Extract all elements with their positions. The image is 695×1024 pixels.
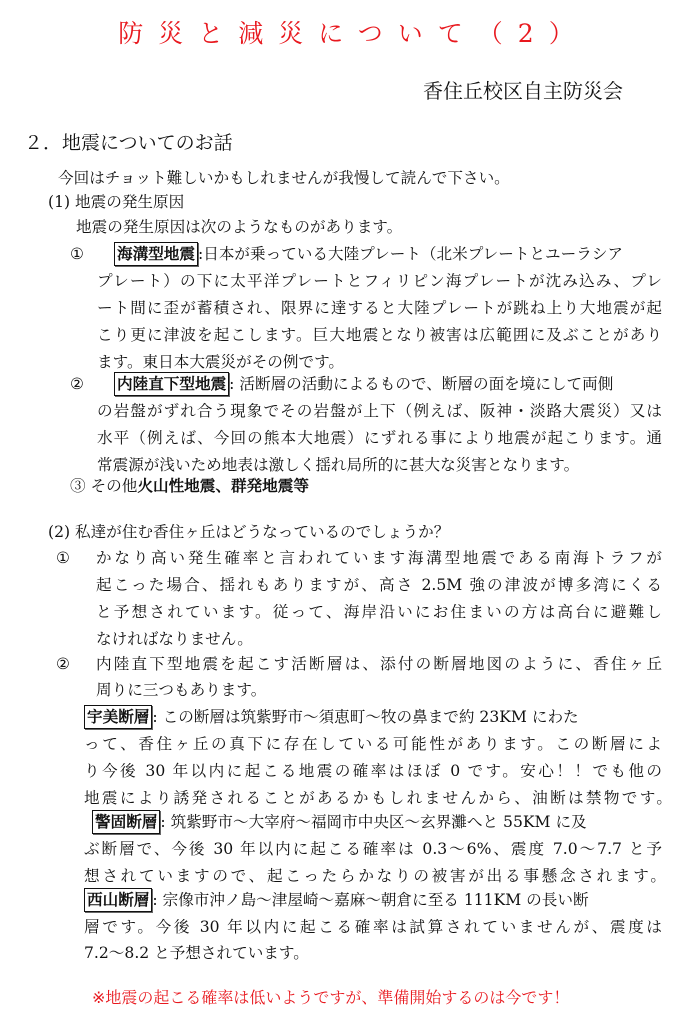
intro-text: 今回はチョット難しいかもしれませんが我慢して読んで下さい。 <box>58 169 510 187</box>
label-nishiyama-fault: 西山断層 <box>84 888 152 912</box>
item-1-first-line <box>114 240 623 268</box>
item-1-line: ます。東日本大震災がその例です。 <box>97 353 345 371</box>
part2-item-1-line: 起こった場合、揺れもありますが、高さ 2.5M 強の津波が博多湾にくる <box>96 576 662 594</box>
item-marker-3: ③ <box>70 477 86 495</box>
item-1-line: こり更に津波を起こします。巨大地震となり被害は広範囲に及ぶことがあり <box>97 326 662 344</box>
item-1-line: ート間に歪が蓄積され、限界に達すると大陸プレートが跳ね上り大地震が起 <box>97 299 663 317</box>
label-inland-earthquake: 内陸直下型地震 <box>114 372 229 396</box>
section-heading: ２．地震についてのお話 <box>24 132 233 154</box>
item-marker-1: ① <box>70 245 84 263</box>
fault-1-first-line <box>84 703 579 731</box>
fault-1-line: って、香住ヶ丘の真下に存在している可能性があります。この断層によ <box>84 735 662 753</box>
part2-item-2-line: 周りに三つもあります。 <box>96 681 267 699</box>
fault-3-line: : 宗像市沖ノ島～津屋崎～嘉麻～朝倉に至る 111KM の長い断 <box>152 891 589 909</box>
fault-1-line: 地震により誘発されることがあるかもしれませんから、油断は禁物です。 <box>84 789 672 807</box>
fault-3-first-line <box>84 886 589 914</box>
item-2-line: : 活断層の活動によるもので、断層の面を境にして両側 <box>229 375 614 393</box>
part2-marker-2: ② <box>56 655 70 673</box>
label-umi-fault: 宇美断層 <box>84 705 152 729</box>
part2-item-1-line: なければなりません。 <box>96 630 253 648</box>
item-1-line: :日本が乗っている大陸プレート（北米プレートとユーラシア <box>197 245 624 263</box>
item-3 <box>70 472 309 500</box>
label-kego-fault: 警固断層 <box>92 810 160 834</box>
part2-item-2-line: 内陸直下型地震を起こす活断層は、添付の断層地図のように、香住ヶ丘 <box>96 655 662 673</box>
fault-3-line: 層です。今後 30 年以内に起こる確率は試算されていませんが、震度は <box>84 918 662 936</box>
part1-heading: (1) 地震の発生原因 <box>48 193 185 211</box>
fault-2-first-line <box>92 808 587 836</box>
fault-3-line: 7.2～8.2 と予想されています。 <box>84 944 309 962</box>
item-2-line: 水平（例えば、今回の熊本大地震）にずれる事により地震が起こります。通 <box>97 429 662 447</box>
item-2-line: の岩盤がずれ合う現象でその岩盤が上下（例えば、阪神・淡路大震災）又は <box>97 402 662 420</box>
part2-marker-1: ① <box>56 549 70 567</box>
label-trench-earthquake: 海溝型地震 <box>114 242 198 266</box>
item-2-first-line <box>114 370 613 398</box>
organization-name: 香住丘校区自主防災会 <box>423 79 623 103</box>
item-3-prefix: その他 <box>90 477 138 495</box>
part2-item-1-line: かなり高い発生確率と言われています海溝型地震である南海トラフが <box>96 549 662 567</box>
fault-1-line: : この断層は筑紫野市～須恵町～牧の鼻まで約 23KM にわた <box>152 708 579 726</box>
fault-2-line: 想されていますので、起こったらかなりの被害が出る事懸念されます。 <box>84 867 666 885</box>
item-3-bold: 火山性地震、群発地震等 <box>137 477 309 495</box>
part2-heading: (2) 私達が住む香住ヶ丘はどうなっているのでしょうか？ <box>48 523 450 541</box>
part2-item-1-line: と予想されています。従って、海岸沿いにお住まいの方は高台に避難し <box>96 603 662 621</box>
page-title: 防災と減災について（2） <box>118 19 589 48</box>
fault-2-line: ぶ断層で、今後 30 年以内に起こる確率は 0.3～6%、震度 7.0～7.7 と予 <box>84 840 662 858</box>
footer-note: ※地震の起こる確率は低いようですが、準備開始するのは今です！ <box>92 988 570 1007</box>
fault-2-line: : 筑紫野市～大宰府～福岡市中央区～玄界灘へと 55KM に及 <box>160 813 587 831</box>
item-marker-2: ② <box>70 375 84 393</box>
part1-lead: 地震の発生原因は次のようなものがあります。 <box>76 218 403 236</box>
item-1-line: プレート）の下に太平洋プレートとフィリピン海プレートが沈み込み、プレ <box>97 272 662 290</box>
item-2-line: 常震源が浅いため地表は激しく揺れ局所的に甚大な災害となります。 <box>97 456 580 474</box>
fault-1-line: り今後 30 年以内に起こる地震の確率はほぼ 0 です。安心！！でも他の <box>84 762 662 780</box>
